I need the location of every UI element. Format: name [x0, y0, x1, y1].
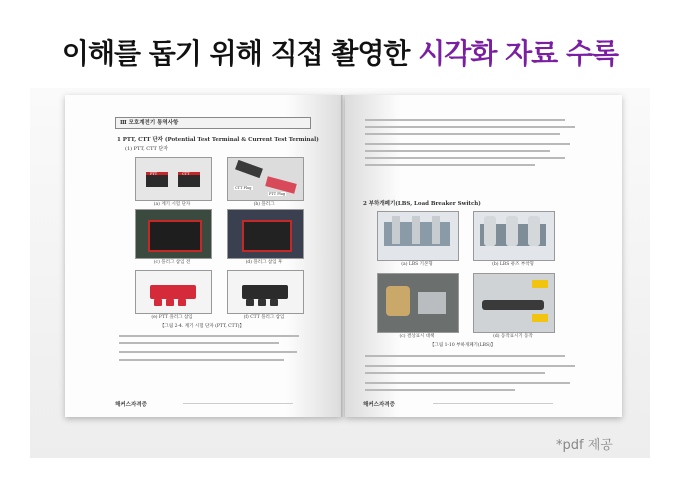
headline — [0, 32, 680, 72]
ptt-plug-label: PTT Plug — [269, 192, 286, 196]
right-page-title: 2 부하개폐기(LBS, Load Breaker Switch) — [363, 201, 481, 207]
footer-logo: 해커스자격증 — [115, 402, 147, 408]
left-figure-caption: 【그림 2-4. 계기 시험 단자 (PTT, CTT)】 — [160, 324, 244, 329]
left-page-title: 1 PTT, CTT 단자 (Potential Test Terminal & Current Test Terminal) — [117, 137, 319, 143]
photo-plug — [227, 157, 304, 201]
section-header: Ⅲ 모호계전기 통역사항 — [115, 117, 311, 129]
caption-lbs-a: (a) LBS 기본형 — [401, 262, 433, 267]
text-line — [119, 359, 284, 361]
text-line — [365, 389, 515, 391]
photo-ptt-plug — [135, 270, 212, 314]
left-page-subtitle: (1) PTT, CTT 단자 — [125, 146, 169, 152]
text-line — [365, 143, 570, 145]
photo-lbs-fuse — [473, 211, 555, 261]
text-line — [119, 335, 299, 337]
caption-lbs-b: (b) LBS 퓨즈 부착형 — [492, 262, 534, 267]
headline-text: 이해를 돕기 위해 직접 촬영한 — [61, 37, 419, 70]
footer-logo-right: 해커스자격증 — [363, 402, 395, 408]
ctt-label: CTT — [182, 172, 190, 176]
photo-ctt-plug — [227, 270, 304, 314]
footer-note-line — [433, 403, 553, 404]
caption-a: (a) 계기 시험 단자 — [153, 202, 191, 207]
caption-lbs-c: (c) 결상표시 대책 — [399, 334, 435, 339]
open-book — [65, 95, 625, 425]
left-page — [65, 95, 342, 417]
caption-d: (d) 플러그 삽입 후 — [245, 260, 283, 265]
text-line — [365, 150, 550, 152]
pdf-note: *pdf 제공 — [556, 438, 613, 453]
photo-indicator — [473, 273, 555, 333]
text-line — [365, 157, 565, 159]
right-figure-caption: 【그림 1-10 부하개폐기(LBS)】 — [430, 343, 496, 348]
caption-c: (c) 플러그 삽입 전 — [153, 260, 191, 265]
caption-lbs-d: (d) 동작표시기 동작 — [493, 334, 533, 339]
photo-lbs-basic — [377, 211, 459, 261]
caption-e: (e) PTT 플러그 삽입 — [151, 315, 193, 320]
text-line — [365, 126, 575, 128]
footer-note-line — [183, 403, 293, 404]
photo-before-insert — [135, 209, 212, 259]
ptt-label: PTT — [150, 172, 158, 176]
photo-phase-loss — [377, 273, 459, 333]
text-line — [119, 351, 297, 353]
text-line — [365, 365, 575, 367]
text-line — [365, 164, 535, 166]
text-line — [365, 372, 545, 374]
caption-b: (b) 플러그 — [253, 202, 275, 207]
photo-test-terminal — [135, 157, 212, 201]
ctt-plug-label: CTT Plug — [235, 186, 252, 190]
text-line — [365, 355, 565, 357]
text-line — [365, 119, 565, 121]
text-line — [365, 133, 560, 135]
caption-f: (f) CTT 플러그 삽입 — [243, 315, 285, 320]
right-page — [345, 95, 622, 417]
text-line — [119, 342, 279, 344]
photo-after-insert — [227, 209, 304, 259]
text-line — [365, 382, 570, 384]
headline-accent: 시각화 자료 수록 — [418, 37, 619, 70]
